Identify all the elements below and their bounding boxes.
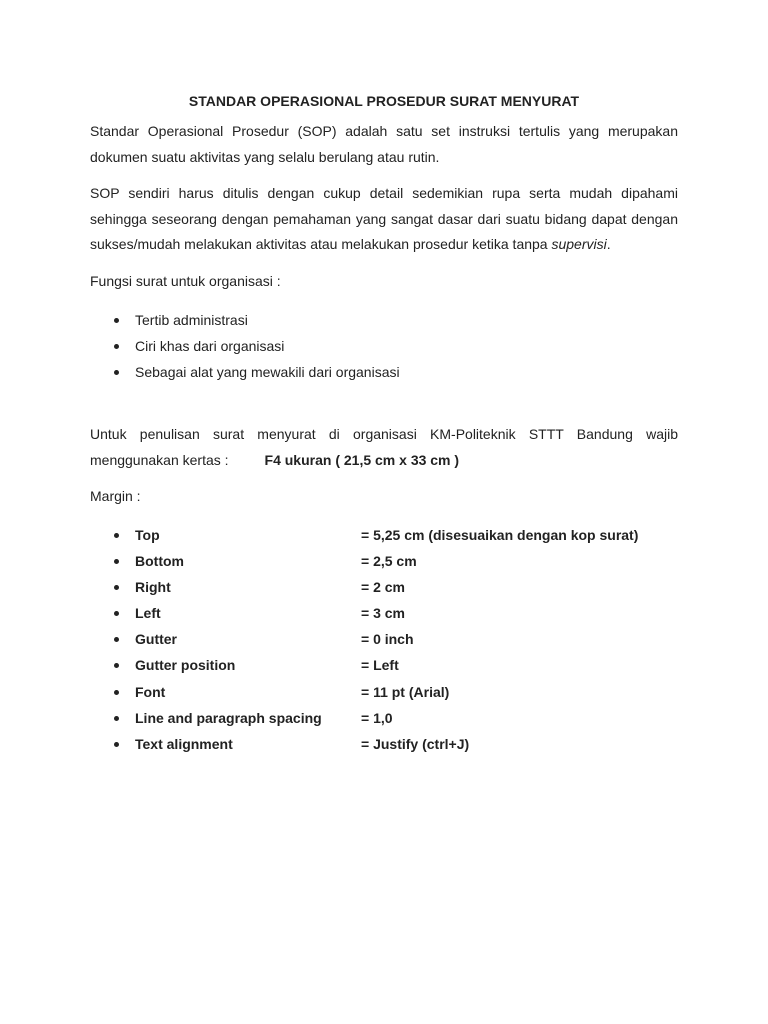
margin-value: = 2 cm [361,579,405,596]
margin-name: Text alignment [135,735,233,752]
margin-list [90,522,678,757]
bullet-icon [114,637,119,642]
bullet-icon [114,585,119,590]
sop-paragraph-end: . [606,236,611,253]
paper-paragraph-text: Untuk penulisan surat menyurat di organisasi KM-Politeknik STTT Bandung wajib menggunakan kertas : [90,426,678,468]
margin-name: Gutter [135,631,177,648]
bullet-icon [114,611,119,616]
margin-row [90,574,678,600]
margin-value: = 0 inch [361,631,414,648]
margin-value: = 11 pt (Arial) [361,683,450,700]
margin-value: = 1,0 [361,709,393,726]
margin-name: Font [135,683,166,700]
margin-label: Margin : [90,488,141,504]
list-item-text: Ciri khas dari organisasi [135,338,285,354]
bullet-icon [114,533,119,538]
list-item-text: Sebagai alat yang mewakili dari organisasi [135,364,400,380]
margin-name: Line and paragraph spacing [135,709,322,726]
document-title: STANDAR OPERASIONAL PROSEDUR SURAT MENYURAT [188,93,580,109]
bullet-icon [114,559,119,564]
margin-value: = Left [361,657,399,674]
bullet-icon [114,742,119,747]
margin-row [90,731,678,757]
margin-name: Top [135,527,160,543]
sop-paragraph-text: SOP sendiri harus ditulis dengan cukup detail sedemikian rupa serta mudah dipahami sehingga seseorang dengan pemahaman yang sangat dasar dari suatu bidang dapat dengan sukses/mudah melakukan aktivitas atau melakukan prosedur ketika tanpa [90,185,678,253]
bullet-icon [114,690,119,695]
margin-row [90,548,678,574]
margin-value: = 5,25 cm (disesuaikan dengan kop surat) [361,527,639,543]
margin-row [90,600,678,626]
sop-paragraph [90,181,678,258]
list-item-text: Tertib administrasi [135,312,248,328]
margin-value: = 2,5 cm [361,553,417,570]
sop-paragraph-italic: supervisi [551,236,607,253]
margin-row [90,679,678,705]
intro-paragraph: Standar Operasional Prosedur (SOP) adalah satu set instruksi tertulis yang merupakan dokumen suatu aktivitas yang selalu berulang atau rutin. [90,123,678,165]
bullet-icon [114,370,119,375]
margin-name: Gutter position [135,657,236,674]
paper-paragraph [90,422,678,473]
margin-name: Bottom [135,553,184,570]
bullet-icon [114,318,119,323]
margin-row [90,626,678,652]
margin-name: Left [135,605,161,622]
margin-value: = Justify (ctrl+J) [361,735,470,752]
margin-name: Right [135,579,171,596]
list-item [90,333,678,359]
margin-row [90,522,678,548]
paper-size-value: F4 ukuran ( 21,5 cm x 33 cm ) [264,451,460,468]
bullet-icon [114,344,119,349]
margin-row [90,652,678,678]
list-item [90,307,678,333]
bullet-icon [114,716,119,721]
margin-row [90,705,678,731]
fungsi-list [90,307,678,385]
fungsi-label: Fungsi surat untuk organisasi : [90,273,281,289]
bullet-icon [114,663,119,668]
list-item [90,359,678,385]
margin-value: = 3 cm [361,605,405,622]
